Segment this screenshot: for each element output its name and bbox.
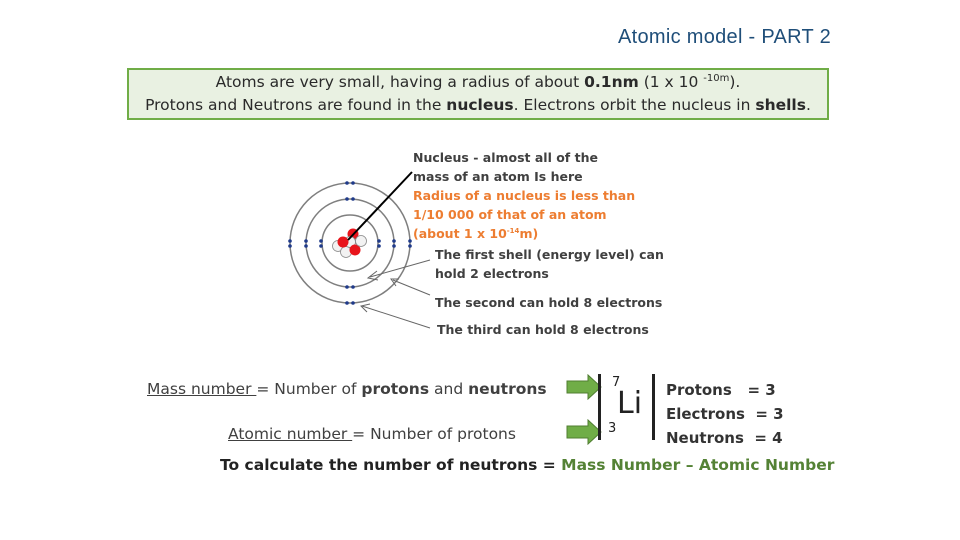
nucleus-label-line: Nucleus - almost all of the (413, 150, 598, 165)
intro-text: (1 x 10 (638, 73, 704, 91)
intro-text: Atoms are very small, having a radius of about (215, 73, 585, 91)
element-mass-number: 7 (612, 375, 621, 390)
mass-number-mid: and (429, 380, 469, 398)
second-shell-label: The second can hold 8 electrons (435, 295, 663, 310)
radius-sup: -14 (506, 227, 520, 235)
first-shell-line: hold 2 electrons (435, 266, 549, 281)
intro-bold: nucleus (446, 96, 514, 114)
formula-highlight: Mass Number – Atomic Number (561, 456, 835, 474)
mass-number-term: Mass number (147, 380, 257, 398)
intro-text: ). (729, 73, 741, 91)
mass-arrow-icon (566, 374, 602, 400)
first-shell-pointer (370, 260, 430, 277)
protons-count: Protons = 3 (666, 381, 776, 399)
first-shell-label (435, 245, 664, 283)
mass-number-bold: neutrons (468, 380, 547, 398)
third-shell-pointer (362, 306, 430, 328)
intro-text: Protons and Neutrons are found in the (145, 96, 447, 114)
electrons-count: Electrons = 3 (666, 405, 784, 423)
element-symbol: Li (617, 386, 643, 421)
element-atomic-number: 3 (608, 421, 617, 436)
neutrons-count: Neutrons = 4 (666, 429, 783, 447)
intro-sup: -10m (703, 73, 730, 84)
element-bracket-left (598, 374, 601, 440)
atomic-number-definition (228, 425, 516, 443)
intro-bold: 0.1nm (584, 73, 639, 91)
radius-label-line: Radius of a nucleus is less than (413, 188, 636, 203)
mass-number-definition (147, 380, 547, 398)
atomic-number-eq: = Number of protons (352, 425, 516, 443)
formula-text: To calculate the number of neutrons = (220, 456, 562, 474)
page-title: Atomic model - PART 2 (617, 26, 831, 48)
first-shell-line: The first shell (energy level) can (435, 247, 664, 262)
radius-label-line: 1/10 000 of that of an atom (413, 207, 607, 222)
intro-text: . (805, 96, 811, 114)
particle-counts (666, 378, 784, 450)
mass-number-bold: protons (361, 380, 430, 398)
mass-number-eq: = Number of (256, 380, 362, 398)
second-shell-pointer (393, 280, 430, 295)
nucleus-label (413, 148, 598, 186)
element-bracket-right (652, 374, 655, 440)
radius-label (413, 186, 635, 243)
intro-text: . Electrons orbit the nucleus in (513, 96, 756, 114)
radius-text: (about 1 x 10 (413, 226, 507, 241)
neutron-formula (220, 456, 834, 474)
nucleus-label-line: mass of an atom Is here (413, 169, 583, 184)
radius-label-line (413, 224, 635, 243)
nucleus-pointer (348, 172, 412, 240)
atomic-number-term: Atomic number (228, 425, 353, 443)
atomic-arrow-icon (566, 419, 602, 445)
radius-text: m) (519, 226, 539, 241)
third-shell-label: The third can hold 8 electrons (437, 322, 649, 337)
intro-bold: shells (755, 96, 806, 114)
second-shell-arrowhead (391, 279, 399, 286)
